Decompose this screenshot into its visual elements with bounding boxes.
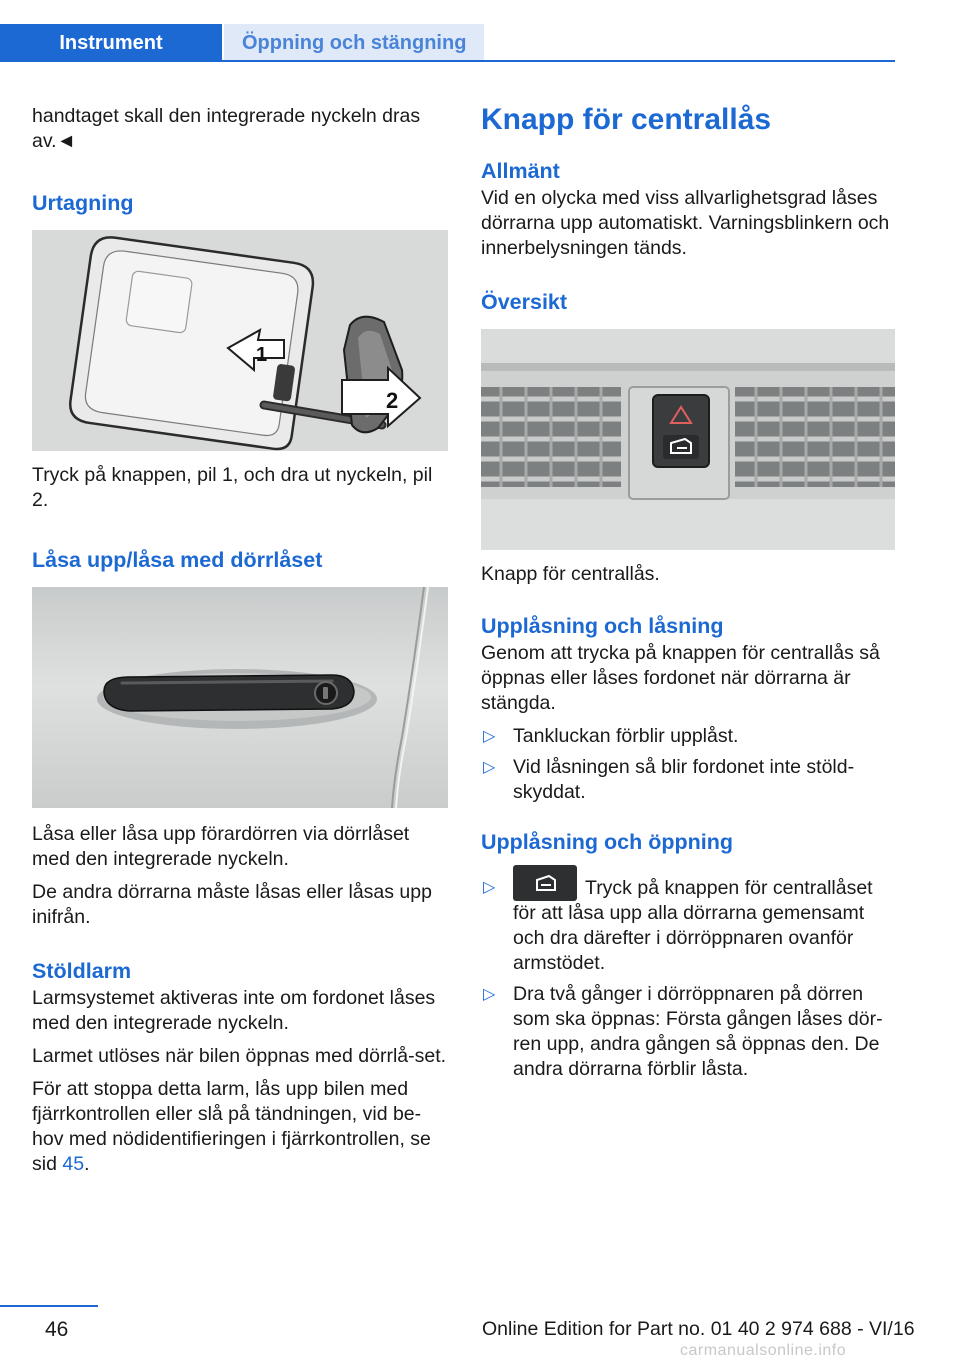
header-section-instrument[interactable]: Instrument <box>0 24 222 62</box>
heading-lasa-upp: Låsa upp/låsa med dörrlåset <box>32 548 323 572</box>
door-handle-photo <box>32 587 448 808</box>
watermark: carmanualsonline.info <box>680 1342 847 1359</box>
vent-panel-drawing <box>481 329 895 550</box>
right-column <box>481 100 895 1082</box>
door-handle-drawing <box>32 587 448 808</box>
heading-allmant: Allmänt <box>481 159 560 183</box>
central-lock-caption: Knapp för centrallås. <box>481 563 660 585</box>
stoldlarm-period: . <box>84 1153 90 1175</box>
arrow-label-1: 1 <box>256 344 268 366</box>
footer-rule <box>0 1305 98 1307</box>
online-edition-text: Online Edition for Part no. 01 40 2 974 688 - VI/16 <box>482 1318 915 1340</box>
allmant-paragraph: Vid en olycka med viss allvarlighetsgrad låses dörrarna upp automatiskt. Varningsblinkern och innerbelysningen tänds. <box>481 187 890 259</box>
header-rule <box>0 60 895 62</box>
heading-stoldlarm: Stöldlarm <box>32 959 132 983</box>
bullet-text: Tankluckan förblir upplåst. <box>513 725 739 747</box>
arrow-label-2: 2 <box>386 388 399 413</box>
heading-upplasning-oppning: Upplåsning och öppning <box>481 830 733 854</box>
upplasning-paragraph: Genom att trycka på knappen för centrallås så öppnas eller låses fordonet när dörrarna är stängda. <box>481 642 880 714</box>
bullet-triangle-icon: ▷ <box>483 879 496 896</box>
stoldlarm-text: För att stoppa detta larm, lås upp bilen med fjärrkontrollen eller slå på tändningen, vid be-hov med nödidentifieringen i fjärrkontrollen, se sid <box>32 1078 431 1175</box>
central-lock-button-photo <box>481 329 895 550</box>
fig1-caption: Tryck på knappen, pil 1, och dra ut nyckeln, pil 2. <box>32 464 433 511</box>
stoldlarm-paragraph-1: Larmsystemet aktiveras inte om fordonet låses med den integrerade nyckeln. <box>32 987 436 1034</box>
bullet-text: Dra två gånger i dörröppnaren på dörren som ska öppnas: Första gången låses dör-ren upp, andra gången så öppnas den. De andra dörrarna förblir låsta. <box>513 983 883 1080</box>
heading-urtagning: Urtagning <box>32 191 134 215</box>
stoldlarm-paragraph-3 <box>32 1077 448 1177</box>
page-number: 46 <box>45 1318 69 1341</box>
lasa-paragraph-1: Låsa eller låsa upp förardörren via dörrlåset med den integrerade nyckeln. <box>32 823 410 870</box>
bullet-triangle-icon: ▷ <box>483 986 496 1003</box>
key-removal-illustration <box>32 230 448 451</box>
left-column <box>32 100 448 1177</box>
page-link-45[interactable]: 45 <box>62 1153 85 1175</box>
oppning-bullet-list <box>481 865 895 1082</box>
heading-oversikt: Översikt <box>481 290 568 314</box>
list-item <box>481 982 895 1082</box>
upplasning-bullet-list <box>481 724 895 805</box>
heading-knapp-for-centrallas: Knapp för centrallås <box>481 103 772 136</box>
stoldlarm-paragraph-2: Larmet utlöses när bilen öppnas med dörrlå-set. <box>32 1045 447 1067</box>
central-lock-button-icon <box>513 865 577 901</box>
bullet-triangle-icon: ▷ <box>483 759 496 776</box>
bullet-triangle-icon: ▷ <box>483 728 496 745</box>
header-section-oppning[interactable]: Öppning och stängning <box>224 24 484 62</box>
lasa-paragraph-2: De andra dörrarna måste låsas eller låsas upp inifrån. <box>32 881 432 928</box>
bullet-text: Tryck på knappen för centrallåset för att låsa upp alla dörrarna gemensamt och dra därefter i dörröppnaren ovanför armstödet. <box>513 877 873 974</box>
continued-paragraph: handtaget skall den integrerade nyckeln dras av.◄ <box>32 105 421 152</box>
bullet-text: Vid låsningen så blir fordonet inte stöld-skyddat. <box>513 756 855 803</box>
key-fob-drawing <box>32 230 448 451</box>
list-item <box>481 755 895 805</box>
list-item <box>481 724 895 749</box>
heading-upplasning-lasning: Upplåsning och låsning <box>481 614 724 638</box>
list-item <box>481 865 895 976</box>
